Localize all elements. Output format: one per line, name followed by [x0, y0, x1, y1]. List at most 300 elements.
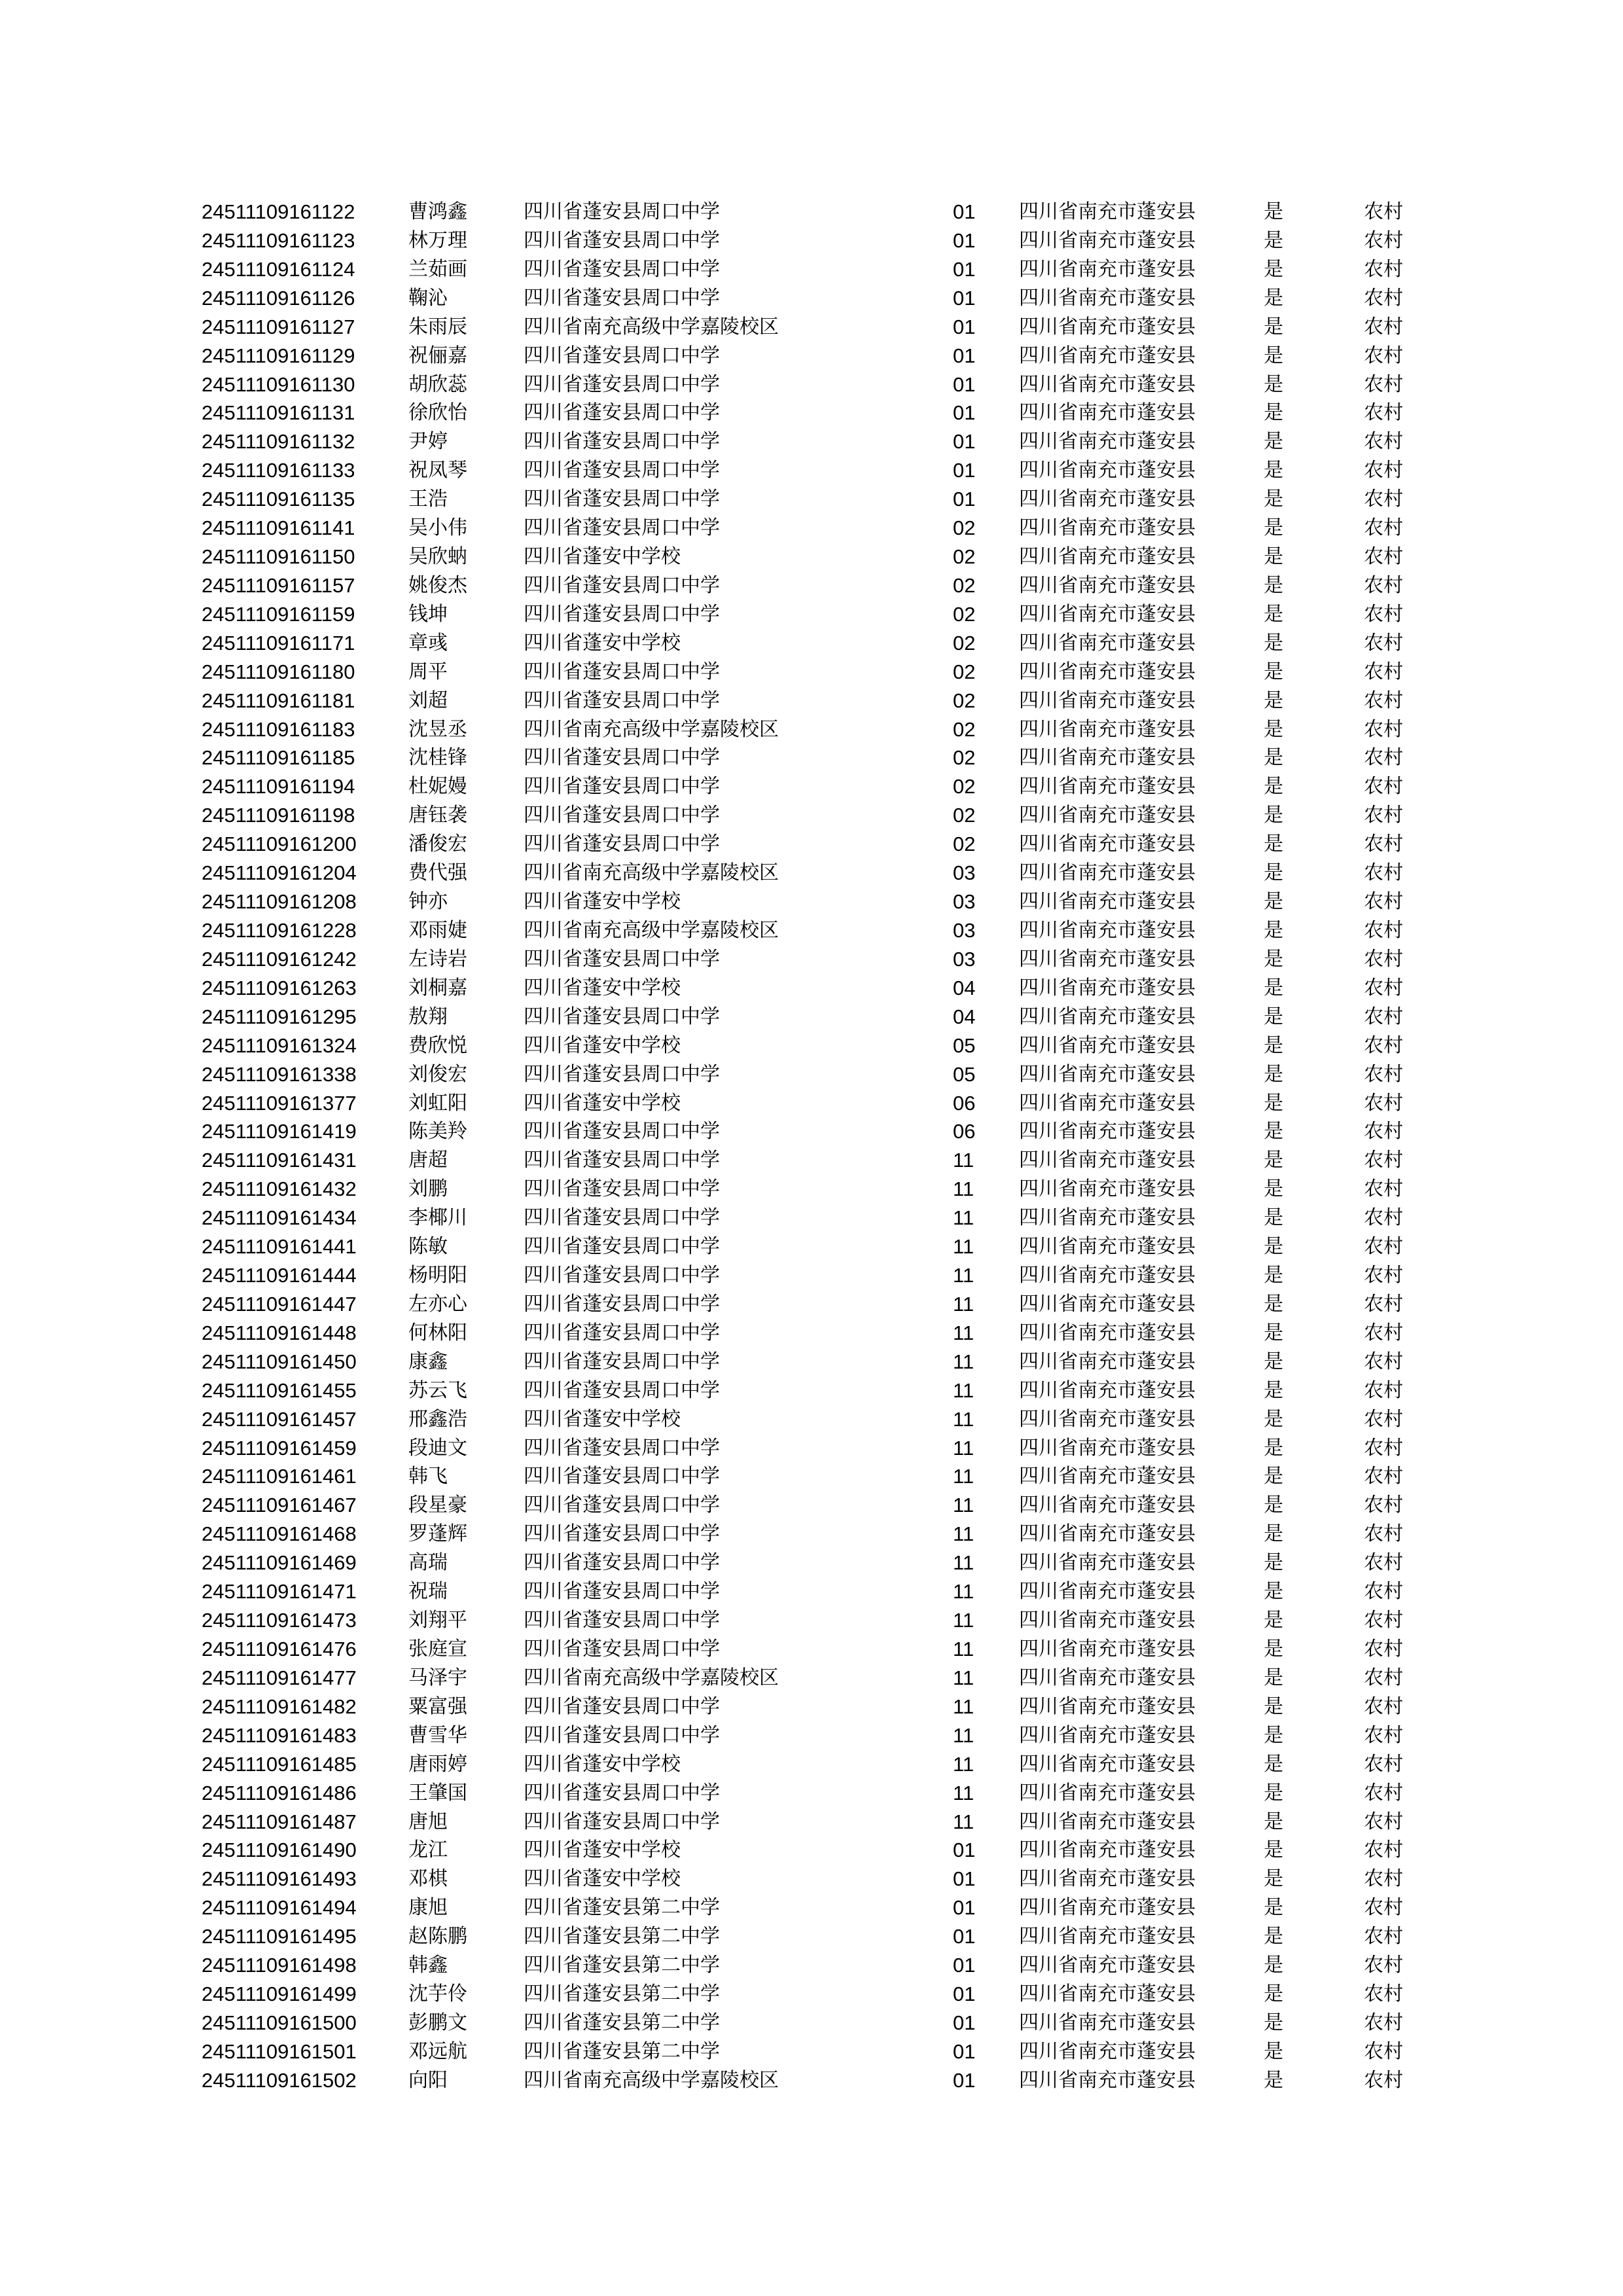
residence-type-cell: 农村	[1364, 1609, 1403, 1632]
code-cell: 11	[953, 1580, 974, 1604]
region-cell: 四川省南充市蓬安县	[1019, 1120, 1196, 1143]
table-row	[0, 198, 1623, 226]
school-name-cell: 四川省蓬安县周口中学	[524, 1465, 720, 1488]
candidate-id-cell: 24511109161487	[202, 1810, 357, 1833]
student-name-cell: 朱雨辰	[408, 315, 467, 338]
flag-cell: 是	[1264, 1695, 1283, 1718]
school-name-cell: 四川省蓬安中学校	[524, 1867, 681, 1891]
table-row	[0, 342, 1623, 370]
candidate-id-cell: 24511109161495	[202, 1925, 357, 1948]
student-name-cell: 邓远航	[408, 2039, 467, 2063]
candidate-id-cell: 24511109161434	[202, 1206, 357, 1230]
residence-type-cell: 农村	[1364, 1407, 1403, 1431]
table-row	[0, 801, 1623, 830]
code-cell: 03	[953, 919, 976, 942]
region-cell: 四川省南充市蓬安县	[1019, 430, 1196, 454]
table-row	[0, 1520, 1623, 1549]
table-row	[0, 1779, 1623, 1808]
table-row	[0, 514, 1623, 543]
code-cell: 01	[953, 344, 976, 367]
school-name-cell: 四川省蓬安县周口中学	[524, 947, 720, 971]
school-name-cell: 四川省蓬安县周口中学	[524, 1580, 720, 1604]
residence-type-cell: 农村	[1364, 1666, 1403, 1689]
region-cell: 四川省南充市蓬安县	[1019, 602, 1196, 626]
school-name-cell: 四川省蓬安县周口中学	[524, 1781, 720, 1804]
residence-type-cell: 农村	[1364, 200, 1403, 223]
table-row	[0, 1146, 1623, 1175]
school-name-cell: 四川省蓬安县周口中学	[524, 1120, 720, 1143]
candidate-id-cell: 24511109161126	[202, 286, 355, 310]
region-cell: 四川省南充市蓬安县	[1019, 1235, 1196, 1259]
table-row	[0, 1721, 1623, 1750]
region-cell: 四川省南充市蓬安县	[1019, 1378, 1196, 1402]
student-name-cell: 陈敏	[408, 1235, 448, 1259]
school-name-cell: 四川省蓬安县周口中学	[524, 689, 720, 712]
school-name-cell: 四川省蓬安县周口中学	[524, 1551, 720, 1575]
code-cell: 11	[953, 1752, 974, 1776]
table-row	[0, 2037, 1623, 2066]
region-cell: 四川省南充市蓬安县	[1019, 804, 1196, 827]
candidate-id-cell: 24511109161467	[202, 1494, 357, 1517]
residence-type-cell: 农村	[1364, 430, 1403, 454]
table-row	[0, 1549, 1623, 1577]
flag-cell: 是	[1264, 1580, 1283, 1604]
code-cell: 11	[953, 1206, 974, 1230]
flag-cell: 是	[1264, 315, 1283, 338]
candidate-id-cell: 24511109161242	[202, 947, 357, 971]
candidate-id-cell: 24511109161431	[202, 1149, 357, 1172]
residence-type-cell: 农村	[1364, 1723, 1403, 1747]
code-cell: 11	[953, 1436, 974, 1460]
region-cell: 四川省南充市蓬安县	[1019, 573, 1196, 597]
candidate-id-cell: 24511109161482	[202, 1695, 357, 1718]
region-cell: 四川省南充市蓬安县	[1019, 660, 1196, 683]
residence-type-cell: 农村	[1364, 947, 1403, 971]
code-cell: 01	[953, 2011, 976, 2034]
residence-type-cell: 农村	[1364, 286, 1403, 310]
table-row	[0, 1808, 1623, 1837]
student-name-cell: 曹雪华	[408, 1723, 467, 1747]
region-cell: 四川省南充市蓬安县	[1019, 1206, 1196, 1230]
region-cell: 四川省南充市蓬安县	[1019, 315, 1196, 338]
residence-type-cell: 农村	[1364, 775, 1403, 798]
student-name-cell: 吴小伟	[408, 516, 467, 540]
school-name-cell: 四川省蓬安中学校	[524, 1407, 681, 1431]
table-row	[0, 1635, 1623, 1664]
student-name-cell: 祝俪嘉	[408, 344, 467, 367]
flag-cell: 是	[1264, 200, 1283, 223]
student-name-cell: 费欣悦	[408, 1033, 467, 1057]
code-cell: 11	[953, 1177, 974, 1201]
candidate-id-cell: 24511109161457	[202, 1407, 357, 1431]
region-cell: 四川省南充市蓬安县	[1019, 1954, 1196, 1977]
school-name-cell: 四川省蓬安县周口中学	[524, 1321, 720, 1344]
flag-cell: 是	[1264, 660, 1283, 683]
candidate-id-cell: 24511109161455	[202, 1378, 357, 1402]
code-cell: 01	[953, 1925, 976, 1948]
residence-type-cell: 农村	[1364, 344, 1403, 367]
student-name-cell: 王肇国	[408, 1781, 467, 1804]
flag-cell: 是	[1264, 1752, 1283, 1776]
student-name-cell: 唐超	[408, 1149, 448, 1172]
school-name-cell: 四川省蓬安县周口中学	[524, 1436, 720, 1460]
residence-type-cell: 农村	[1364, 1839, 1403, 1862]
residence-type-cell: 农村	[1364, 1177, 1403, 1201]
flag-cell: 是	[1264, 401, 1283, 425]
residence-type-cell: 农村	[1364, 861, 1403, 885]
region-cell: 四川省南充市蓬安县	[1019, 1465, 1196, 1488]
student-name-cell: 高瑞	[408, 1551, 448, 1575]
code-cell: 11	[953, 1264, 974, 1287]
student-name-cell: 何林阳	[408, 1321, 467, 1344]
candidate-id-cell: 24511109161133	[202, 459, 355, 482]
candidate-id-cell: 24511109161476	[202, 1638, 357, 1660]
school-name-cell: 四川省南充高级中学嘉陵校区	[524, 717, 779, 741]
code-cell: 11	[953, 1723, 974, 1747]
student-name-cell: 徐欣怡	[408, 401, 467, 425]
residence-type-cell: 农村	[1364, 631, 1403, 655]
code-cell: 11	[953, 1666, 974, 1689]
student-name-cell: 刘俊宏	[408, 1062, 467, 1086]
table-row	[0, 1117, 1623, 1146]
residence-type-cell: 农村	[1364, 1522, 1403, 1546]
flag-cell: 是	[1264, 2011, 1283, 2034]
region-cell: 四川省南充市蓬安县	[1019, 200, 1196, 223]
flag-cell: 是	[1264, 1522, 1283, 1546]
school-name-cell: 四川省蓬安县第二中学	[524, 2011, 720, 2034]
candidate-id-cell: 24511109161432	[202, 1177, 357, 1201]
region-cell: 四川省南充市蓬安县	[1019, 2011, 1196, 2034]
school-name-cell: 四川省蓬安县周口中学	[524, 1723, 720, 1747]
table-row	[0, 427, 1623, 456]
flag-cell: 是	[1264, 344, 1283, 367]
residence-type-cell: 农村	[1364, 1436, 1403, 1460]
student-name-cell: 杜妮嫚	[408, 775, 467, 798]
flag-cell: 是	[1264, 861, 1283, 885]
candidate-id-cell: 24511109161447	[202, 1292, 357, 1316]
code-cell: 01	[953, 372, 976, 396]
flag-cell: 是	[1264, 257, 1283, 281]
region-cell: 四川省南充市蓬安县	[1019, 257, 1196, 281]
code-cell: 11	[953, 1638, 974, 1660]
residence-type-cell: 农村	[1364, 1120, 1403, 1143]
candidate-id-cell: 24511109161132	[202, 430, 355, 454]
residence-type-cell: 农村	[1364, 1465, 1403, 1488]
residence-type-cell: 农村	[1364, 890, 1403, 914]
table-row	[0, 1750, 1623, 1779]
flag-cell: 是	[1264, 286, 1283, 310]
region-cell: 四川省南充市蓬安县	[1019, 919, 1196, 942]
region-cell: 四川省南充市蓬安县	[1019, 488, 1196, 511]
table-row	[0, 1232, 1623, 1261]
school-name-cell: 四川省蓬安县周口中学	[524, 1695, 720, 1718]
residence-type-cell: 农村	[1364, 1350, 1403, 1373]
table-row	[0, 1003, 1623, 1031]
candidate-id-cell: 24511109161208	[202, 890, 357, 914]
school-name-cell: 四川省蓬安中学校	[524, 631, 681, 655]
school-name-cell: 四川省蓬安县周口中学	[524, 516, 720, 540]
flag-cell: 是	[1264, 1149, 1283, 1172]
region-cell: 四川省南充市蓬安县	[1019, 1062, 1196, 1086]
flag-cell: 是	[1264, 1867, 1283, 1891]
table-row	[0, 1951, 1623, 1980]
student-name-cell: 吴欣蚋	[408, 545, 467, 569]
flag-cell: 是	[1264, 1781, 1283, 1804]
residence-type-cell: 农村	[1364, 804, 1403, 827]
candidate-id-cell: 24511109161494	[202, 1896, 357, 1920]
residence-type-cell: 农村	[1364, 689, 1403, 712]
code-cell: 02	[953, 660, 976, 683]
region-cell: 四川省南充市蓬安县	[1019, 1723, 1196, 1747]
school-name-cell: 四川省蓬安县周口中学	[524, 1235, 720, 1259]
code-cell: 11	[953, 1810, 974, 1833]
school-name-cell: 四川省蓬安县第二中学	[524, 1925, 720, 1948]
flag-cell: 是	[1264, 1120, 1283, 1143]
student-name-cell: 鞠沁	[408, 286, 448, 310]
code-cell: 05	[953, 1062, 976, 1086]
student-name-cell: 沈芋伶	[408, 1982, 467, 2006]
residence-type-cell: 农村	[1364, 2039, 1403, 2063]
school-name-cell: 四川省蓬安县周口中学	[524, 1522, 720, 1546]
region-cell: 四川省南充市蓬安县	[1019, 1321, 1196, 1344]
code-cell: 01	[953, 1839, 976, 1862]
region-cell: 四川省南充市蓬安县	[1019, 1350, 1196, 1373]
flag-cell: 是	[1264, 919, 1283, 942]
region-cell: 四川省南充市蓬安县	[1019, 1149, 1196, 1172]
student-name-cell: 兰茹画	[408, 257, 467, 281]
candidate-id-cell: 24511109161159	[202, 602, 355, 626]
school-name-cell: 四川省蓬安县周口中学	[524, 401, 720, 425]
region-cell: 四川省南充市蓬安县	[1019, 545, 1196, 569]
residence-type-cell: 农村	[1364, 1810, 1403, 1833]
candidate-id-cell: 24511109161263	[202, 976, 357, 999]
school-name-cell: 四川省蓬安县周口中学	[524, 1638, 720, 1660]
candidate-id-cell: 24511109161122	[202, 200, 355, 223]
residence-type-cell: 农村	[1364, 717, 1403, 741]
flag-cell: 是	[1264, 804, 1283, 827]
student-name-cell: 邓雨婕	[408, 919, 467, 942]
flag-cell: 是	[1264, 1350, 1283, 1373]
region-cell: 四川省南充市蓬安县	[1019, 833, 1196, 856]
flag-cell: 是	[1264, 833, 1283, 856]
flag-cell: 是	[1264, 430, 1283, 454]
flag-cell: 是	[1264, 545, 1283, 569]
flag-cell: 是	[1264, 1436, 1283, 1460]
code-cell: 02	[953, 775, 976, 798]
table-row	[0, 715, 1623, 744]
school-name-cell: 四川省蓬安中学校	[524, 1033, 681, 1057]
region-cell: 四川省南充市蓬安县	[1019, 1522, 1196, 1546]
code-cell: 02	[953, 545, 976, 569]
flag-cell: 是	[1264, 1321, 1283, 1344]
residence-type-cell: 农村	[1364, 2011, 1403, 2034]
table-row	[0, 1664, 1623, 1693]
table-row	[0, 571, 1623, 600]
flag-cell: 是	[1264, 717, 1283, 741]
residence-type-cell: 农村	[1364, 1494, 1403, 1517]
region-cell: 四川省南充市蓬安县	[1019, 1781, 1196, 1804]
code-cell: 01	[953, 1954, 976, 1977]
code-cell: 01	[953, 488, 976, 511]
code-cell: 01	[953, 286, 976, 310]
residence-type-cell: 农村	[1364, 1292, 1403, 1316]
region-cell: 四川省南充市蓬安县	[1019, 775, 1196, 798]
student-name-cell: 祝瑞	[408, 1580, 448, 1604]
student-name-cell: 粟富强	[408, 1695, 467, 1718]
table-row	[0, 1836, 1623, 1865]
candidate-id-cell: 24511109161157	[202, 573, 355, 597]
region-cell: 四川省南充市蓬安县	[1019, 1638, 1196, 1660]
residence-type-cell: 农村	[1364, 372, 1403, 396]
region-cell: 四川省南充市蓬安县	[1019, 1609, 1196, 1632]
code-cell: 01	[953, 1867, 976, 1891]
residence-type-cell: 农村	[1364, 1896, 1403, 1920]
table-row	[0, 888, 1623, 916]
code-cell: 11	[953, 1551, 974, 1575]
residence-type-cell: 农村	[1364, 401, 1403, 425]
code-cell: 01	[953, 459, 976, 482]
candidate-id-cell: 24511109161124	[202, 257, 355, 281]
residence-type-cell: 农村	[1364, 1264, 1403, 1287]
flag-cell: 是	[1264, 689, 1283, 712]
residence-type-cell: 农村	[1364, 516, 1403, 540]
table-row	[0, 859, 1623, 888]
flag-cell: 是	[1264, 1206, 1283, 1230]
table-row	[0, 399, 1623, 427]
table-row	[0, 255, 1623, 284]
region-cell: 四川省南充市蓬安县	[1019, 344, 1196, 367]
school-name-cell: 四川省蓬安县周口中学	[524, 1149, 720, 1172]
residence-type-cell: 农村	[1364, 1091, 1403, 1115]
school-name-cell: 四川省蓬安县周口中学	[524, 1264, 720, 1287]
student-name-cell: 陈美羚	[408, 1120, 467, 1143]
region-cell: 四川省南充市蓬安县	[1019, 372, 1196, 396]
table-row	[0, 974, 1623, 1003]
student-name-cell: 姚俊杰	[408, 573, 467, 597]
candidate-id-cell: 24511109161419	[202, 1120, 357, 1143]
student-name-cell: 向阳	[408, 2068, 448, 2092]
school-name-cell: 四川省蓬安县周口中学	[524, 1206, 720, 1230]
candidate-id-cell: 24511109161200	[202, 833, 357, 856]
region-cell: 四川省南充市蓬安县	[1019, 1810, 1196, 1833]
candidate-id-cell: 24511109161171	[202, 631, 355, 655]
code-cell: 11	[953, 1465, 974, 1488]
code-cell: 11	[953, 1149, 974, 1172]
region-cell: 四川省南充市蓬安县	[1019, 2039, 1196, 2063]
student-name-cell: 邢鑫浩	[408, 1407, 467, 1431]
table-row	[0, 1204, 1623, 1232]
flag-cell: 是	[1264, 1954, 1283, 1977]
flag-cell: 是	[1264, 1062, 1283, 1086]
residence-type-cell: 农村	[1364, 1954, 1403, 1977]
flag-cell: 是	[1264, 1378, 1283, 1402]
candidate-id-cell: 24511109161150	[202, 545, 355, 569]
code-cell: 01	[953, 1982, 976, 2006]
student-name-cell: 邓棋	[408, 1867, 448, 1891]
school-name-cell: 四川省蓬安县周口中学	[524, 804, 720, 827]
school-name-cell: 四川省蓬安县周口中学	[524, 228, 720, 252]
flag-cell: 是	[1264, 746, 1283, 770]
residence-type-cell: 农村	[1364, 1551, 1403, 1575]
residence-type-cell: 农村	[1364, 1638, 1403, 1660]
residence-type-cell: 农村	[1364, 602, 1403, 626]
residence-type-cell: 农村	[1364, 1925, 1403, 1948]
student-name-cell: 敖翔	[408, 1005, 448, 1028]
table-row	[0, 1376, 1623, 1405]
candidate-id-cell: 24511109161486	[202, 1781, 357, 1804]
residence-type-cell: 农村	[1364, 257, 1403, 281]
candidate-id-cell: 24511109161469	[202, 1551, 357, 1575]
residence-type-cell: 农村	[1364, 315, 1403, 338]
student-name-cell: 李椰川	[408, 1206, 467, 1230]
candidate-id-cell: 24511109161450	[202, 1350, 357, 1373]
code-cell: 02	[953, 602, 976, 626]
flag-cell: 是	[1264, 1465, 1283, 1488]
school-name-cell: 四川省蓬安县第二中学	[524, 1896, 720, 1920]
region-cell: 四川省南充市蓬安县	[1019, 1896, 1196, 1920]
residence-type-cell: 农村	[1364, 1033, 1403, 1057]
student-name-cell: 胡欣蕊	[408, 372, 467, 396]
candidate-id-cell: 24511109161324	[202, 1033, 357, 1057]
table-row	[0, 1261, 1623, 1290]
table-row	[0, 1175, 1623, 1204]
candidate-id-cell: 24511109161500	[202, 2011, 357, 2034]
code-cell: 11	[953, 1321, 974, 1344]
table-row	[0, 744, 1623, 772]
student-name-cell: 周平	[408, 660, 448, 683]
student-name-cell: 刘桐嘉	[408, 976, 467, 999]
student-name-cell: 彭鹏文	[408, 2011, 467, 2034]
region-cell: 四川省南充市蓬安县	[1019, 1695, 1196, 1718]
student-name-cell: 段星豪	[408, 1494, 467, 1517]
school-name-cell: 四川省蓬安县周口中学	[524, 1378, 720, 1402]
student-name-cell: 张庭宣	[408, 1638, 467, 1660]
region-cell: 四川省南充市蓬安县	[1019, 1033, 1196, 1057]
school-name-cell: 四川省蓬安县周口中学	[524, 344, 720, 367]
student-name-cell: 马泽宇	[408, 1666, 467, 1689]
school-name-cell: 四川省蓬安县周口中学	[524, 1177, 720, 1201]
code-cell: 11	[953, 1378, 974, 1402]
student-name-cell: 段迪文	[408, 1436, 467, 1460]
candidate-id-cell: 24511109161477	[202, 1666, 357, 1689]
student-name-cell: 林万理	[408, 228, 467, 252]
school-name-cell: 四川省蓬安县周口中学	[524, 602, 720, 626]
school-name-cell: 四川省蓬安县周口中学	[524, 257, 720, 281]
candidate-id-cell: 24511109161183	[202, 717, 355, 741]
candidate-id-cell: 24511109161461	[202, 1465, 357, 1488]
student-name-cell: 钱坤	[408, 602, 448, 626]
flag-cell: 是	[1264, 488, 1283, 511]
student-name-cell: 杨明阳	[408, 1264, 467, 1287]
student-name-cell: 刘超	[408, 689, 448, 712]
residence-type-cell: 农村	[1364, 833, 1403, 856]
flag-cell: 是	[1264, 1982, 1283, 2006]
region-cell: 四川省南充市蓬安县	[1019, 861, 1196, 885]
student-name-cell: 王浩	[408, 488, 448, 511]
candidate-id-cell: 24511109161501	[202, 2039, 357, 2063]
residence-type-cell: 农村	[1364, 1378, 1403, 1402]
table-row	[0, 600, 1623, 629]
table-row	[0, 456, 1623, 485]
table-row	[0, 1693, 1623, 1721]
candidate-id-cell: 24511109161130	[202, 372, 355, 396]
student-name-cell: 龙江	[408, 1839, 448, 1862]
school-name-cell: 四川省蓬安县周口中学	[524, 1494, 720, 1517]
student-name-cell: 尹婷	[408, 430, 448, 454]
region-cell: 四川省南充市蓬安县	[1019, 401, 1196, 425]
school-name-cell: 四川省蓬安县第二中学	[524, 2039, 720, 2063]
code-cell: 02	[953, 631, 976, 655]
